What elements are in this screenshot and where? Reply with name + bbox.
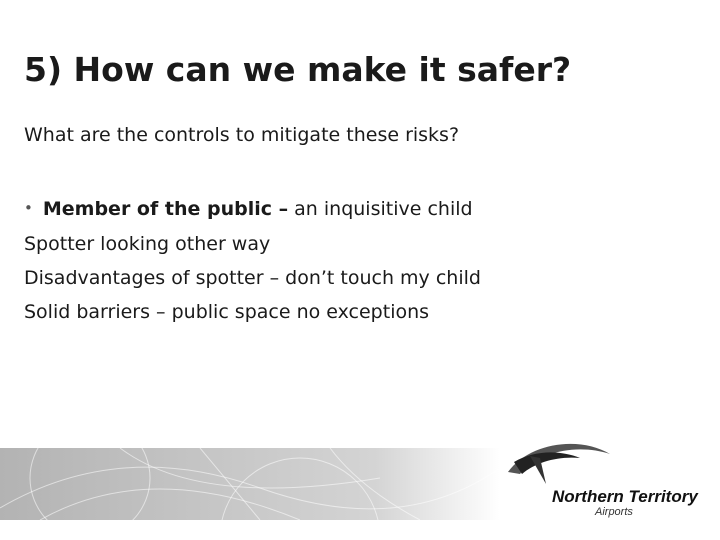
bullet-bold-text: Member of the public –	[42, 198, 289, 220]
body-line-3: Solid barriers – public space no exceptions	[24, 301, 430, 323]
slide-subtitle: What are the controls to mitigate these risks?	[24, 124, 460, 146]
bullet-rest-text: an inquisitive child	[288, 198, 473, 220]
bullet-icon: •	[24, 199, 33, 217]
slide-title: 5) How can we make it safer?	[24, 50, 572, 89]
footer-decorative-band	[0, 448, 500, 520]
body-text	[24, 192, 481, 329]
logo-subtitle: Airports	[595, 506, 633, 518]
northern-territory-airports-logo-icon	[500, 440, 710, 532]
logo-name: Northern Territory	[552, 487, 698, 506]
body-line-2: Disadvantages of spotter – don’t touch my child	[24, 267, 481, 289]
bullet-line	[24, 192, 481, 227]
body-line-1: Spotter looking other way	[24, 233, 271, 255]
